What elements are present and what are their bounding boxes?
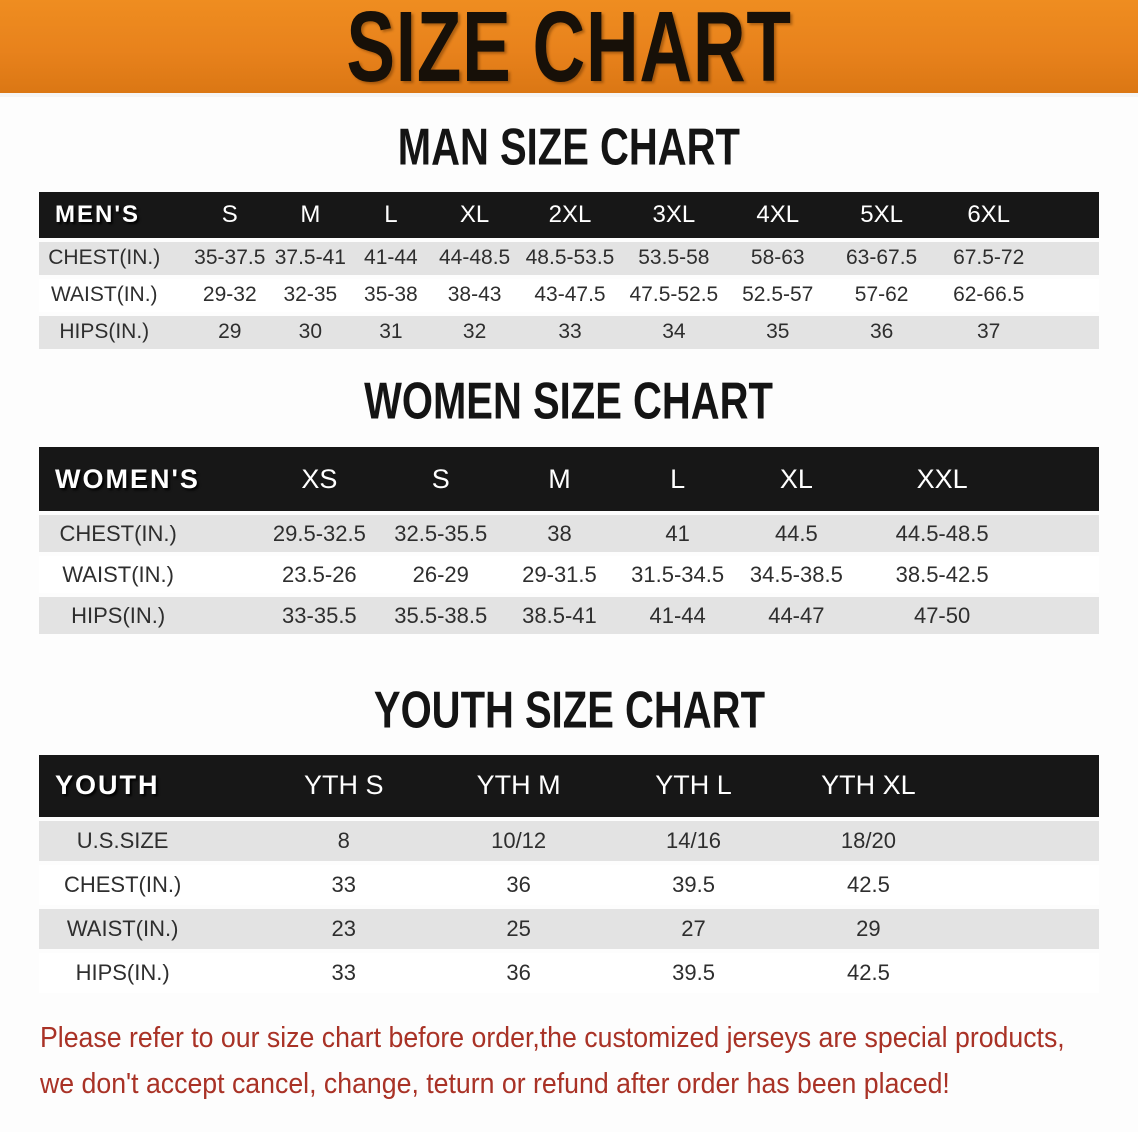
- size-value-cell: 38-43: [431, 279, 518, 312]
- table-filler-cell: [956, 909, 1099, 949]
- size-value-cell: 30: [270, 316, 351, 349]
- men-col-header-s: S: [190, 192, 271, 238]
- size-value-cell: 44.5: [736, 515, 856, 552]
- women-col-header-l: L: [619, 447, 737, 511]
- size-value-cell: 63-67.5: [830, 242, 934, 275]
- size-value-cell: 53.5-58: [622, 242, 726, 275]
- size-value-cell: 33-35.5: [257, 597, 381, 634]
- size-value-cell: 10/12: [431, 821, 606, 861]
- men-col-header-l: L: [351, 192, 432, 238]
- size-value-cell: 31: [351, 316, 432, 349]
- women-size-table: [39, 443, 1099, 638]
- size-value-cell: 35-37.5: [190, 242, 271, 275]
- size-value-cell: 35-38: [351, 279, 432, 312]
- size-value-cell: 39.5: [606, 953, 781, 993]
- men-table-header-row: [39, 192, 1099, 238]
- row-label-chest: CHEST(IN.): [39, 242, 190, 275]
- size-value-cell: 26-29: [381, 556, 500, 593]
- row-label-chest: CHEST(IN.): [39, 515, 257, 552]
- size-value-cell: 47.5-52.5: [622, 279, 726, 312]
- men-section-heading: [0, 117, 1138, 177]
- table-filler-cell: [956, 755, 1099, 817]
- women-section-heading: [0, 371, 1138, 430]
- size-chart-banner: [0, 0, 1138, 103]
- size-value-cell: 58-63: [726, 242, 830, 275]
- size-value-cell: 34: [622, 316, 726, 349]
- size-value-cell: 33: [256, 865, 431, 905]
- row-label-waist: WAIST(IN.): [39, 279, 190, 312]
- table-filler-cell: [956, 821, 1099, 861]
- table-filler-cell: [956, 865, 1099, 905]
- women-col-header-xs: XS: [257, 447, 381, 511]
- row-label-waist: WAIST(IN.): [39, 556, 257, 593]
- size-value-cell: 32.5-35.5: [381, 515, 500, 552]
- size-value-cell: 25: [431, 909, 606, 949]
- youth-col-header-xl: YTH XL: [781, 755, 956, 817]
- size-value-cell: 38: [500, 515, 619, 552]
- size-value-cell: 41-44: [619, 597, 737, 634]
- men-col-header-3xl: 3XL: [622, 192, 726, 238]
- size-value-cell: 8: [256, 821, 431, 861]
- size-value-cell: 33: [256, 953, 431, 993]
- row-label-waist: WAIST(IN.): [39, 909, 256, 949]
- size-value-cell: 31.5-34.5: [619, 556, 737, 593]
- size-value-cell: 57-62: [830, 279, 934, 312]
- women-chest-row: [39, 515, 1099, 552]
- size-value-cell: 35: [726, 316, 830, 349]
- size-value-cell: 48.5-53.5: [518, 242, 622, 275]
- youth-size-table: [39, 751, 1099, 997]
- youth-hips-row: [39, 953, 1099, 993]
- disclaimer-line-2: we don't accept cancel, change, teturn or refund after order has been placed!: [40, 1067, 950, 1100]
- women-col-header-m: M: [500, 447, 619, 511]
- women-hips-row: [39, 597, 1099, 634]
- men-hips-row: [39, 316, 1099, 349]
- men-size-section: [0, 117, 1138, 353]
- size-value-cell: 23.5-26: [257, 556, 381, 593]
- size-value-cell: 41-44: [351, 242, 432, 275]
- size-value-cell: 29: [190, 316, 271, 349]
- men-section-heading-text: MAN SIZE CHART: [397, 117, 741, 177]
- table-filler-cell: [1044, 192, 1099, 238]
- size-value-cell: 62-66.5: [934, 279, 1044, 312]
- table-filler-cell: [1044, 242, 1099, 275]
- size-value-cell: 44.5-48.5: [856, 515, 1028, 552]
- size-value-cell: 43-47.5: [518, 279, 622, 312]
- women-size-section: [0, 371, 1138, 639]
- size-value-cell: 41: [619, 515, 737, 552]
- table-filler-cell: [1028, 515, 1099, 552]
- table-filler-cell: [1028, 597, 1099, 634]
- youth-col-header-m: YTH M: [431, 755, 606, 817]
- youth-section-heading-text: YOUTH SIZE CHART: [373, 680, 765, 740]
- table-filler-cell: [1044, 316, 1099, 349]
- youth-ussize-row: [39, 821, 1099, 861]
- women-col-header-xl: XL: [736, 447, 856, 511]
- men-col-header-2xl: 2XL: [518, 192, 622, 238]
- size-value-cell: 23: [256, 909, 431, 949]
- size-value-cell: 67.5-72: [934, 242, 1044, 275]
- row-label-hips: HIPS(IN.): [39, 953, 256, 993]
- size-value-cell: 29-31.5: [500, 556, 619, 593]
- men-size-table: [39, 188, 1099, 353]
- youth-table-header-row: [39, 755, 1099, 817]
- men-group-label: MEN'S: [39, 192, 190, 238]
- row-label-chest: CHEST(IN.): [39, 865, 256, 905]
- women-group-label: WOMEN'S: [39, 447, 257, 511]
- size-value-cell: 44-47: [736, 597, 856, 634]
- men-chest-row: [39, 242, 1099, 275]
- size-value-cell: 35.5-38.5: [381, 597, 500, 634]
- size-value-cell: 42.5: [781, 953, 956, 993]
- table-filler-cell: [1044, 279, 1099, 312]
- row-label-ussize: U.S.SIZE: [39, 821, 256, 861]
- men-col-header-xl: XL: [431, 192, 518, 238]
- size-value-cell: 44-48.5: [431, 242, 518, 275]
- youth-col-header-s: YTH S: [256, 755, 431, 817]
- size-value-cell: 14/16: [606, 821, 781, 861]
- youth-section-heading: [0, 680, 1138, 740]
- table-filler-cell: [956, 953, 1099, 993]
- size-value-cell: 38.5-41: [500, 597, 619, 634]
- size-value-cell: 18/20: [781, 821, 956, 861]
- size-value-cell: 37.5-41: [270, 242, 351, 275]
- size-value-cell: 29.5-32.5: [257, 515, 381, 552]
- size-value-cell: 32-35: [270, 279, 351, 312]
- size-value-cell: 52.5-57: [726, 279, 830, 312]
- size-value-cell: 27: [606, 909, 781, 949]
- size-value-cell: 37: [934, 316, 1044, 349]
- women-waist-row: [39, 556, 1099, 593]
- size-value-cell: 33: [518, 316, 622, 349]
- banner-title: SIZE CHART: [346, 0, 792, 103]
- table-filler-cell: [1028, 556, 1099, 593]
- size-value-cell: 29: [781, 909, 956, 949]
- women-table-header-row: [39, 447, 1099, 511]
- size-value-cell: 29-32: [190, 279, 271, 312]
- size-value-cell: 36: [431, 953, 606, 993]
- men-col-header-4xl: 4XL: [726, 192, 830, 238]
- men-col-header-5xl: 5XL: [830, 192, 934, 238]
- size-value-cell: 42.5: [781, 865, 956, 905]
- disclaimer: [40, 1015, 1138, 1107]
- size-value-cell: 36: [830, 316, 934, 349]
- row-label-hips: HIPS(IN.): [39, 316, 190, 349]
- men-col-header-m: M: [270, 192, 351, 238]
- disclaimer-line-1: Please refer to our size chart before order,the customized jerseys are special products,: [40, 1021, 1065, 1054]
- row-label-hips: HIPS(IN.): [39, 597, 257, 634]
- youth-waist-row: [39, 909, 1099, 949]
- size-value-cell: 34.5-38.5: [736, 556, 856, 593]
- youth-chest-row: [39, 865, 1099, 905]
- youth-group-label: YOUTH: [39, 755, 256, 817]
- size-value-cell: 36: [431, 865, 606, 905]
- men-waist-row: [39, 279, 1099, 312]
- size-value-cell: 39.5: [606, 865, 781, 905]
- size-value-cell: 38.5-42.5: [856, 556, 1028, 593]
- table-filler-cell: [1028, 447, 1099, 511]
- size-value-cell: 47-50: [856, 597, 1028, 634]
- youth-col-header-l: YTH L: [606, 755, 781, 817]
- size-value-cell: 32: [431, 316, 518, 349]
- women-section-heading-text: WOMEN SIZE CHART: [364, 371, 774, 430]
- youth-size-section: [0, 680, 1138, 997]
- women-col-header-s: S: [381, 447, 500, 511]
- women-col-header-xxl: XXL: [856, 447, 1028, 511]
- men-col-header-6xl: 6XL: [934, 192, 1044, 238]
